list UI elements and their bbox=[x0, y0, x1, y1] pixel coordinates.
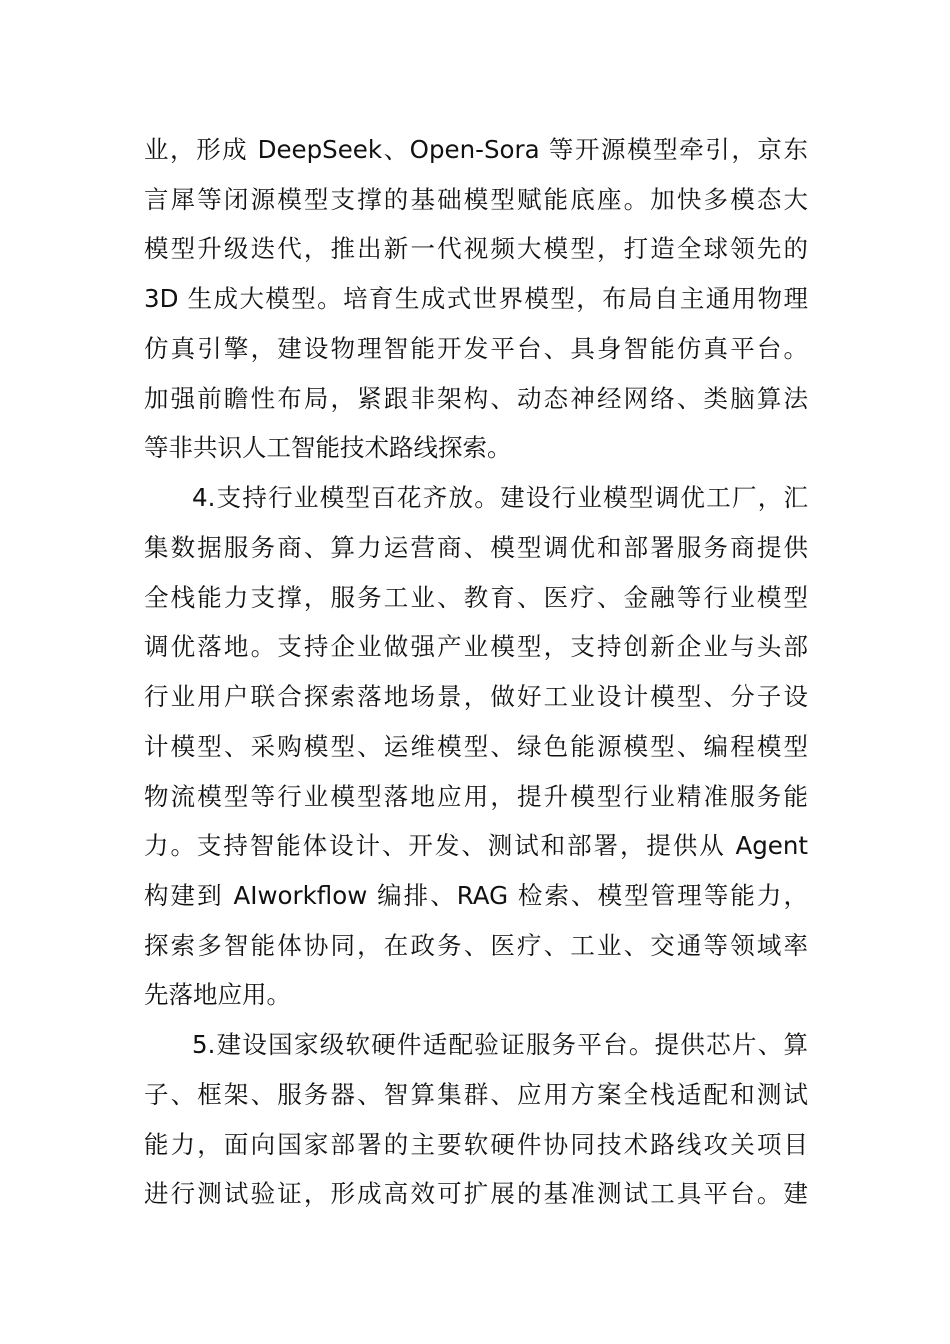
text-line-12: 行业用户联合探索落地场景，做好工业设计模型、分子设 bbox=[144, 682, 808, 711]
text-line-9: 集数据服务商、算力运营商、模型调优和部署服务商提供 bbox=[144, 533, 808, 562]
text-line-5: 仿真引擎，建设物理智能开发平台、具身智能仿真平台。 bbox=[144, 334, 808, 363]
text-line-16: 构建到 AIworkflow 编排、RAG 检索、模型管理等能力， bbox=[144, 881, 808, 910]
text-line-10: 全栈能力支撑，服务工业、教育、医疗、金融等行业模型 bbox=[144, 583, 808, 612]
text-line-4: 3D 生成大模型。培育生成式世界模型，布局自主通用物理 bbox=[144, 284, 808, 313]
text-line-7: 等非共识人工智能技术路线探索。 bbox=[144, 433, 512, 462]
text-line-14: 物流模型等行业模型落地应用，提升模型行业精准服务能 bbox=[144, 782, 808, 811]
text-line-22: 进行测试验证，形成高效可扩展的基准测试工具平台。建 bbox=[144, 1179, 808, 1208]
text-line-2: 言犀等闭源模型支撑的基础模型赋能底座。加快多模态大 bbox=[144, 185, 808, 214]
text-line-19: 5.建设国家级软硬件适配验证服务平台。提供芯片、算 bbox=[192, 1030, 808, 1059]
text-line-18: 先落地应用。 bbox=[144, 980, 291, 1009]
text-line-15: 力。支持智能体设计、开发、测试和部署，提供从 Agent bbox=[144, 831, 808, 860]
text-line-20: 子、框架、服务器、智算集群、应用方案全栈适配和测试 bbox=[144, 1080, 808, 1109]
text-line-11: 调优落地。支持企业做强产业模型，支持创新企业与头部 bbox=[144, 632, 808, 661]
text-line-3: 模型升级迭代，推出新一代视频大模型，打造全球领先的 bbox=[144, 234, 808, 263]
text-line-13: 计模型、采购模型、运维模型、绿色能源模型、编程模型 bbox=[144, 732, 808, 761]
text-line-8: 4.支持行业模型百花齐放。建设行业模型调优工厂，汇 bbox=[192, 483, 808, 512]
text-line-21: 能力，面向国家部署的主要软硬件协同技术路线攻关项目 bbox=[144, 1130, 808, 1159]
text-line-6: 加强前瞻性布局，紧跟非架构、动态神经网络、类脑算法 bbox=[144, 384, 808, 413]
text-line-17: 探索多智能体协同，在政务、医疗、工业、交通等领域率 bbox=[144, 931, 808, 960]
text-line-1: 业，形成 DeepSeek、Open-Sora 等开源模型牵引，京东 bbox=[144, 135, 808, 164]
